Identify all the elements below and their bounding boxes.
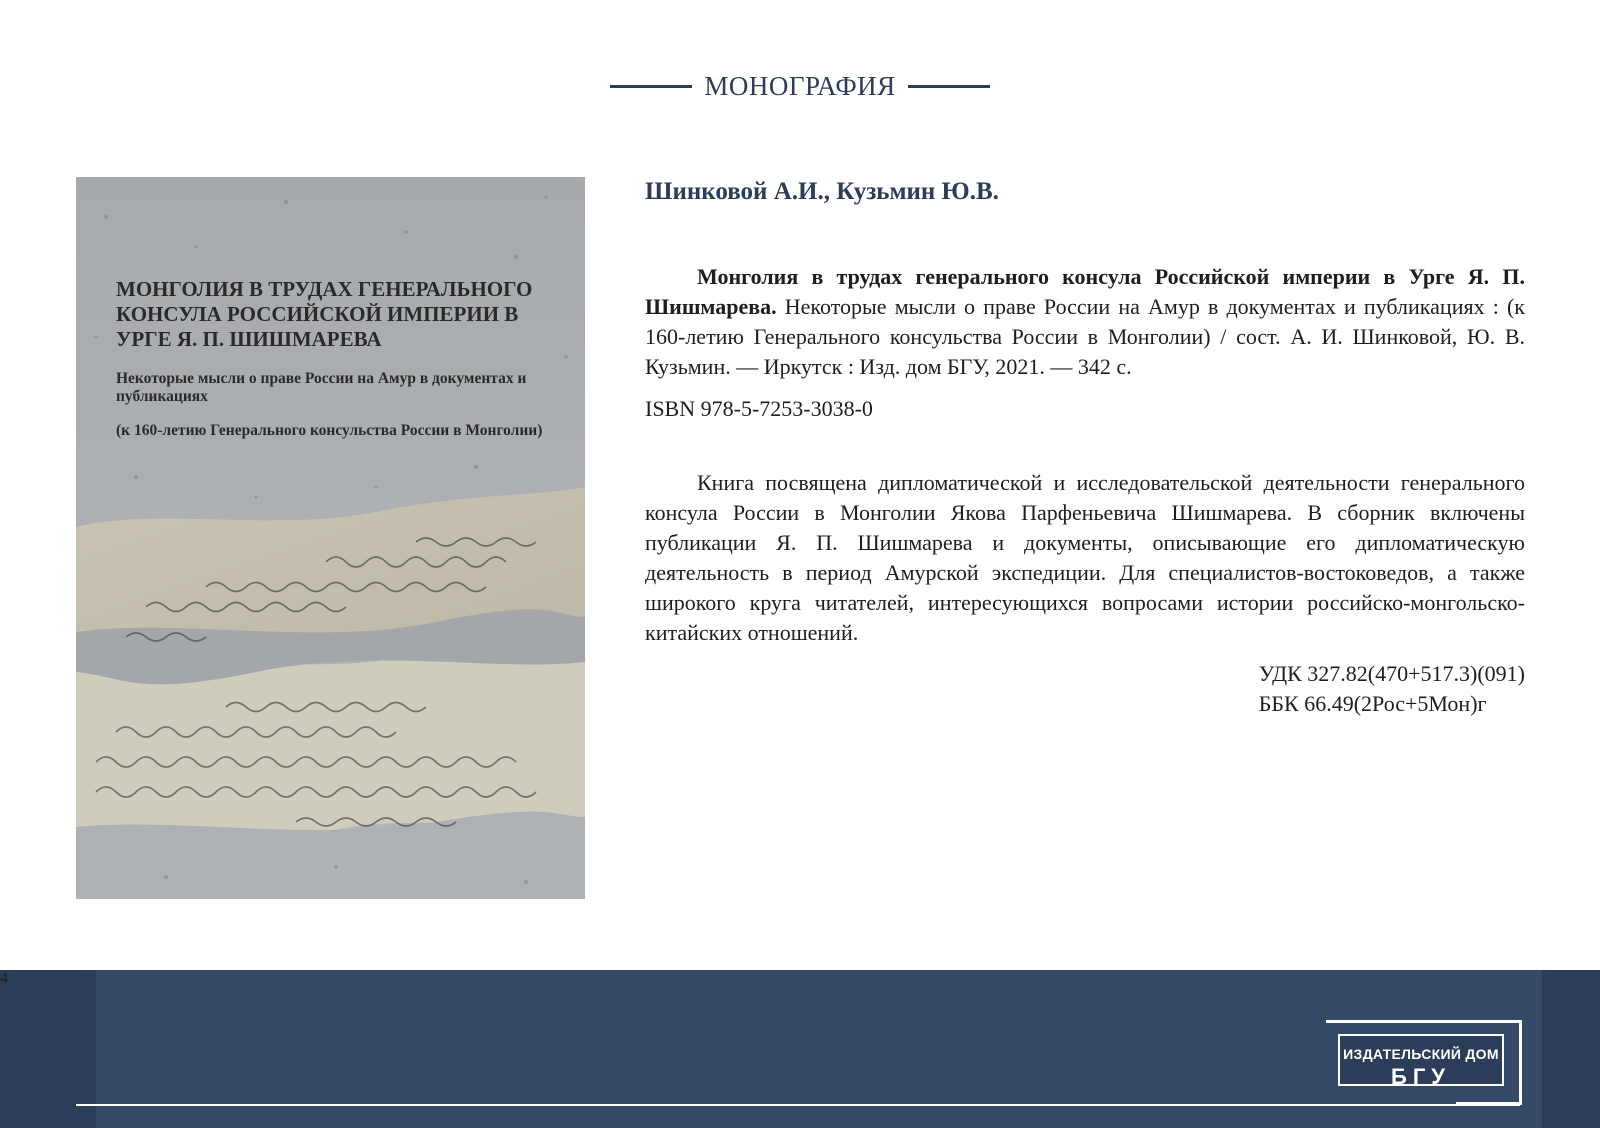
bbk-code: ББК 66.49(2Рос+5Мон)г — [1258, 691, 1487, 716]
book-description — [645, 178, 1525, 716]
cover-subtitle: Некоторые мысли о праве России на Амур в документах и публикациях — [116, 370, 527, 405]
header-rule-left — [610, 85, 692, 88]
logo-publisher-name: ИЗДАТЕЛЬСКИЙ ДОМ — [1343, 1046, 1499, 1062]
publisher-logo — [1326, 1020, 1522, 1108]
section-header — [0, 66, 1600, 106]
logo-top-rule — [1326, 1020, 1522, 1023]
logo-university: БГУ — [1391, 1064, 1451, 1089]
bibliographic-record — [645, 262, 1525, 382]
logo-base-rule — [1456, 1102, 1522, 1105]
logo-box — [1338, 1034, 1504, 1089]
footer-rule — [76, 1104, 1520, 1106]
udk-code: УДК 327.82(470+517.3)(091) — [1258, 661, 1525, 686]
section-label: МОНОГРАФИЯ — [704, 70, 896, 101]
book-cover — [76, 177, 585, 899]
isbn: ISBN 978-5-7253-3038-0 — [645, 396, 873, 421]
page-number: 4 — [0, 970, 8, 987]
annotation: Книга посвящена дипломатической и исследовательской деятельности генерального консула России в Монголии Якова Парфеньевича Шишмарева. В сборник включены публикации Я. П. Шишмарева и документы, описывающие его дипломатическую деятельность в период Амурской экспедиции. Для специалистов-востоковедов, а также широкого круга читателей, интересующихся вопросами истории российско-монгольско-китайских отношений. — [645, 470, 1525, 645]
bibliographic-details: Некоторые мысли о праве России на Амур в документах и публикациях : (к 160-летию Генерального консульства России в Монголии) / сост. А. И. Шинковой, Ю. В. Кузьмин. — Иркутск : Изд. дом БГУ, 2021. — 342 с. — [645, 294, 1525, 379]
cover-note: (к 160-летию Генерального консульства России в Монголии) — [116, 422, 543, 439]
classification — [1259, 659, 1525, 719]
cover-title: МОНГОЛИЯ В ТРУДАХ ГЕНЕРАЛЬНОГО КОНСУЛА РОССИЙСКОЙ ИМПЕРИИ В УРГЕ Я. П. ШИШМАРЕВА — [116, 277, 533, 351]
book-authors: Шинковой А.И., Кузьмин Ю.В. — [645, 178, 999, 205]
cover-text — [116, 277, 556, 440]
header-rule-right — [908, 85, 990, 88]
logo-bracket — [1519, 1023, 1522, 1105]
book-title: Монголия в трудах генерального консула Российской империи в Урге Я. П. Шишмарева. — [645, 264, 1525, 319]
